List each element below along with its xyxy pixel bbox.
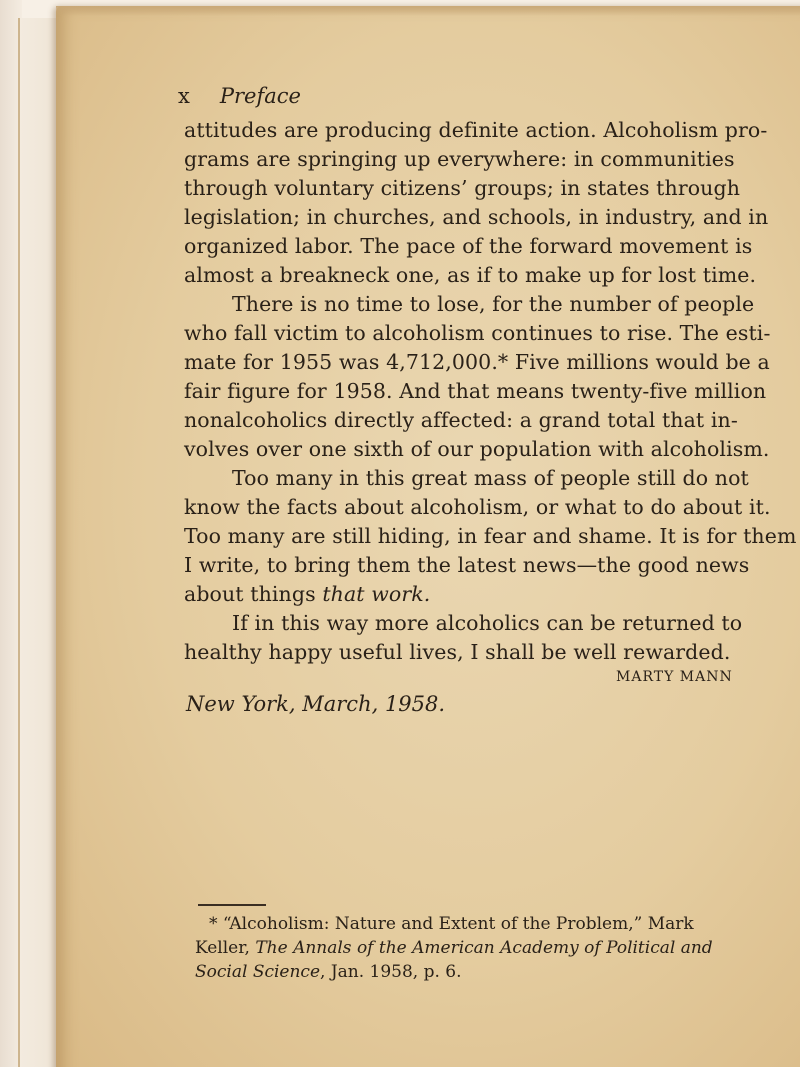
footnote-journal-title: Social Science (195, 962, 321, 982)
running-header (178, 84, 301, 108)
footnote-text: Keller, (195, 938, 256, 958)
body-text: about things (184, 582, 323, 606)
page-top-shadow (56, 6, 800, 16)
footnote-line (195, 938, 713, 958)
page-number: x (178, 84, 190, 108)
body-line: almost a breakneck one, as if to make up for lost time. (184, 263, 757, 287)
footnote-line (195, 962, 462, 982)
footnote-line: * “Alcoholism: Nature and Extent of the Problem,” Mark (209, 914, 694, 934)
footnote-rule (198, 904, 266, 906)
body-line: Too many in this great mass of people still do not (232, 466, 749, 490)
body-line: organized labor. The pace of the forward movement is (184, 234, 753, 258)
body-line: legislation; in churches, and schools, in industry, and in (184, 205, 769, 229)
body-line (184, 582, 430, 606)
body-line: There is no time to lose, for the number of people (232, 292, 755, 316)
body-line: mate for 1955 was 4,712,000.* Five millions would be a (184, 350, 770, 374)
body-line: Too many are still hiding, in fear and shame. It is for them (184, 524, 797, 548)
author-signature: MARTY MANN (616, 669, 733, 685)
body-line: who fall victim to alcoholism continues to rise. The esti- (184, 321, 771, 345)
running-title: Preface (219, 84, 301, 108)
body-line: If in this way more alcoholics can be returned to (232, 611, 743, 635)
body-line: healthy happy useful lives, I shall be well rewarded. (184, 640, 731, 664)
body-line: attitudes are producing definite action. Alcoholism pro- (184, 118, 768, 142)
footnote-journal-title: The Annals of the American Academy of Political and (255, 938, 713, 958)
footnote-text: , Jan. 1958, p. 6. (320, 962, 462, 982)
body-line: volves over one sixth of our population with alcoholism. (184, 437, 770, 461)
body-line: I write, to bring them the latest news—the good news (184, 553, 750, 577)
emphasis-text: that work. (322, 582, 431, 606)
body-line: know the facts about alcoholism, or what to do about it. (184, 495, 771, 519)
body-line: nonalcoholics directly affected: a grand total that in- (184, 408, 738, 432)
dateline: New York, March, 1958. (186, 692, 446, 716)
body-line: fair figure for 1958. And that means twenty-five million (184, 379, 767, 403)
body-line: grams are springing up everywhere: in communities (184, 147, 735, 171)
body-line: through voluntary citizens’ groups; in states through (184, 176, 740, 200)
